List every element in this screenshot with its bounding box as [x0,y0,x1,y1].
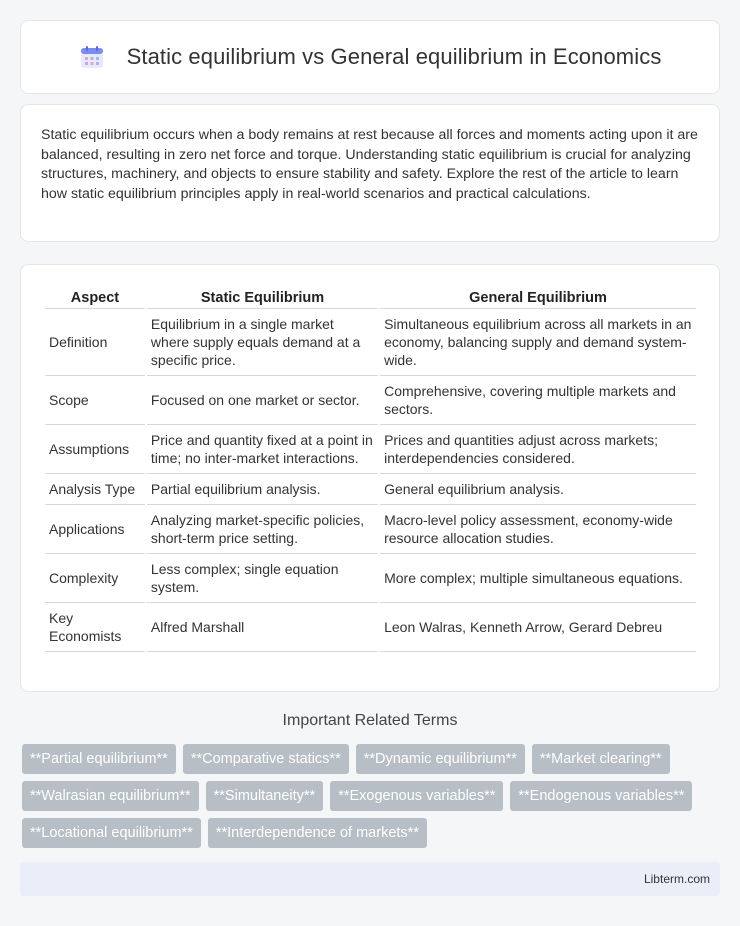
row-general: Simultaneous equilibrium across all markets in an economy, balancing supply and demand system-wide. [380,309,696,376]
row-static: Focused on one market or sector. [147,376,378,425]
row-aspect: Complexity [45,554,145,603]
intro-text: Static equilibrium occurs when a body remains at rest because all forces and moments acting upon it are balanced, resulting in zero net force and torque. Understanding static equilibrium is crucial for analyzing structures, machinery, and objects to ensure stability and safety. Explore the rest of the article to learn how static equilibrium principles apply in real-world scenarios and practical calculations. [41,127,698,202]
row-aspect: Scope [45,376,145,425]
row-aspect: Assumptions [45,425,145,474]
table-row [45,603,696,652]
table-row [45,505,696,554]
related-term-tag[interactable]: **Endogenous variables** [510,781,692,811]
row-static: Alfred Marshall [147,603,378,652]
table-row [45,425,696,474]
table-header-row [45,285,696,309]
table-row [45,554,696,603]
row-aspect: Key Economists [45,603,145,652]
row-static: Equilibrium in a single market where supply equals demand at a specific price. [147,309,378,376]
related-term-tag[interactable]: **Dynamic equilibrium** [356,744,525,774]
row-static: Partial equilibrium analysis. [147,474,378,505]
row-general: Comprehensive, covering multiple markets and sectors. [380,376,696,425]
row-aspect: Analysis Type [45,474,145,505]
related-terms-list [22,744,722,855]
related-term-tag[interactable]: **Interdependence of markets** [208,818,427,848]
calendar-icon [79,44,105,70]
intro-card [20,104,720,242]
related-term-tag[interactable]: **Walrasian equilibrium** [22,781,199,811]
row-general: Prices and quantities adjust across markets; interdependencies considered. [380,425,696,474]
header-card [20,20,720,94]
table-row [45,376,696,425]
related-term-tag[interactable]: **Market clearing** [532,744,670,774]
header-static-equilibrium: Static Equilibrium [147,285,378,309]
page-title: Static equilibrium vs General equilibrium in Economics [126,44,662,69]
header-aspect: Aspect [45,285,145,309]
table-row [45,309,696,376]
row-general: Leon Walras, Kenneth Arrow, Gerard Debreu [380,603,696,652]
row-aspect: Definition [45,309,145,376]
row-general: Macro-level policy assessment, economy-wide resource allocation studies. [380,505,696,554]
row-aspect: Applications [45,505,145,554]
related-term-tag[interactable]: **Comparative statics** [183,744,349,774]
comparison-table [43,285,698,652]
row-static: Analyzing market-specific policies, short-term price setting. [147,505,378,554]
related-term-tag[interactable]: **Simultaneity** [206,781,324,811]
related-term-tag[interactable]: **Locational equilibrium** [22,818,201,848]
footer-site-link[interactable]: Libterm.com [643,872,710,886]
row-general: More complex; multiple simultaneous equations. [380,554,696,603]
header-general-equilibrium: General Equilibrium [380,285,696,309]
related-term-tag[interactable]: **Exogenous variables** [330,781,503,811]
related-term-tag[interactable]: **Partial equilibrium** [22,744,176,774]
row-general: General equilibrium analysis. [380,474,696,505]
related-terms-title: Important Related Terms [282,712,458,729]
row-static: Less complex; single equation system. [147,554,378,603]
table-row [45,474,696,505]
comparison-table-card [20,264,720,692]
footer [20,862,720,896]
row-static: Price and quantity fixed at a point in time; no inter-market interactions. [147,425,378,474]
